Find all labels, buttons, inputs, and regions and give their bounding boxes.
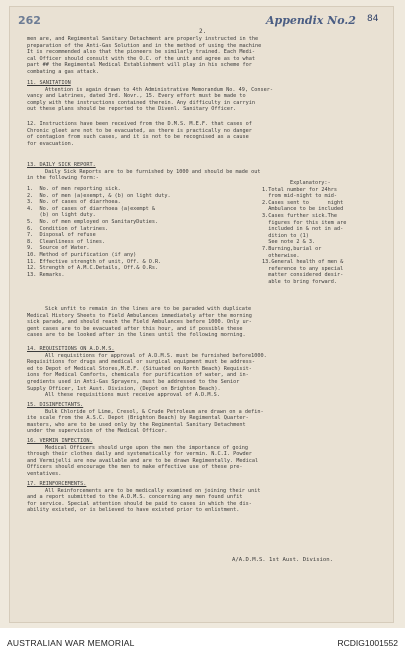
form-item: (b) on light duty. bbox=[27, 212, 96, 219]
page-number: 2. bbox=[199, 28, 207, 35]
section-requisitions bbox=[27, 346, 267, 399]
text-line: ions for Medical Comforts, chemicals for purification of water, and in- bbox=[27, 372, 249, 379]
explanatory-line: dition to (1) bbox=[262, 232, 309, 239]
text-line: preparation of the Anti-Gas Solution and in the method of using the machine bbox=[27, 42, 262, 49]
form-item: 13. Remarks. bbox=[27, 271, 65, 278]
text-line: through their clothes daily and systematically for vermin. N.C.I. Powder bbox=[27, 451, 252, 458]
text-line: Bulk Chloride of Lime, Cresol, & Crude Petroleum are drawn on a defin- bbox=[45, 408, 264, 415]
intro-paragraph bbox=[27, 36, 261, 76]
text-line: Sick unfit to remain in the lines are to be paraded with duplicate bbox=[45, 306, 252, 312]
explanatory-notes bbox=[262, 180, 346, 286]
form-item: 8. Cleanliness of lines. bbox=[27, 238, 106, 245]
text-line: ability existed, or is believed to have existed prior to enlistment. bbox=[27, 507, 240, 514]
section-heading: 11. SANITATION bbox=[27, 80, 71, 86]
folio-number: 84 bbox=[367, 14, 379, 24]
text-line: It is recommended also that the pioneers be similarly trained. Each Medi- bbox=[27, 49, 255, 56]
explanatory-line: figures for this item are bbox=[262, 219, 347, 226]
explanatory-title: Explanatory:- bbox=[290, 180, 331, 186]
text-line: All Reinforcements are to be medically examined on joining their unit bbox=[45, 487, 261, 494]
text-line: out these plans should be reported to the Divenl. Sanitary Officer. bbox=[27, 106, 237, 113]
text-line: Supply Officer, 1st Aust. Division, (Depot on Brighton Beach). bbox=[27, 385, 221, 392]
form-item: 6. Condition of latrines. bbox=[27, 225, 109, 232]
text-line: Daily Sick Reports are to be furnished by 1000 and should be made out bbox=[45, 168, 261, 175]
signature-line: A/A.D.M.S. 1st Aust. Division. bbox=[232, 557, 334, 563]
text-line: for evacuation. bbox=[27, 140, 74, 147]
form-item: 7. Disposal of refuse bbox=[27, 232, 96, 239]
text-line: ed to Depot of Medical Stores,M.E.F. (Situated on North Beach) Requisit- bbox=[27, 365, 252, 372]
form-item: 1. No. of men reporting sick. bbox=[27, 186, 121, 192]
explanatory-line: See note 2 & 3. bbox=[262, 239, 316, 246]
section-heading: 14. REQUISITIONS ON A.D.M.S. bbox=[27, 346, 115, 352]
explanatory-line: matter considered desir- bbox=[262, 272, 344, 279]
explanatory-line: from mid-night to mid- bbox=[262, 193, 337, 200]
text-line: gent cases are to be evacuated after this hour, and if possible these bbox=[27, 325, 243, 332]
text-line: Chronic gleet are not to be evacuated, as there is practically no danger bbox=[27, 127, 252, 134]
text-line: Medical Officers should urge upon the men the importance of going bbox=[45, 444, 249, 451]
section-gleet bbox=[27, 121, 252, 147]
section-disinfectants bbox=[27, 402, 264, 435]
explanatory-line: 2.Cases sent to night bbox=[262, 199, 344, 206]
explanatory-line: 13.General health of men & bbox=[262, 259, 344, 266]
form-items-list bbox=[27, 186, 171, 278]
section-daily-sick-report bbox=[27, 162, 261, 182]
stamp-number: 262 bbox=[18, 14, 41, 27]
text-line: cal Officer should consult with the O.C. of the unit and agree as to what bbox=[27, 55, 255, 62]
form-item: 4. No. of cases of diarrhoea (a)exempt & bbox=[27, 205, 156, 212]
form-item: 2. No. of men (a)exempt, & (b) on light duty. bbox=[27, 192, 171, 199]
explanatory-line: otherwise. bbox=[262, 252, 300, 259]
form-item: 3. No. of cases of diarrhoea. bbox=[27, 199, 121, 206]
section-heading: 15. DISINFECTANTS. bbox=[27, 402, 84, 408]
text-line: ite scale from the A.S.C. Depot (Brighton Beach) by Regimental Quarter- bbox=[27, 415, 249, 422]
text-line: of contagion from such cases, and it is not to be recognised as a cause bbox=[27, 134, 249, 141]
form-item: 5. No. of men employed on SanitaryDuties. bbox=[27, 218, 159, 225]
sick-parade-paragraph bbox=[27, 306, 252, 339]
text-line: Officers should encourage the men to make effective use of these pre- bbox=[27, 464, 243, 471]
section-reinforcements bbox=[27, 481, 261, 514]
text-line: and Vermijelli are now available and are to be drawn Regimentally. Medical bbox=[27, 457, 259, 464]
text-line: for service. Special attention should be paid to cases in which the dis- bbox=[27, 500, 252, 507]
explanatory-line: able to bring forward. bbox=[262, 278, 337, 285]
document-id: RCDIG1001552 bbox=[337, 638, 398, 648]
sick-report-form bbox=[27, 180, 362, 301]
appendix-label: Appendix No.2 bbox=[266, 14, 356, 27]
text-line: cases are to be looked after in the lines until the following morning. bbox=[27, 332, 246, 339]
text-line: in the following form:- bbox=[27, 175, 99, 182]
archive-footer bbox=[0, 628, 405, 654]
text-line: comply with the instructions contained therein. Any difficulty in carryin bbox=[27, 99, 255, 106]
section-heading: 16. VERMIN INFECTION. bbox=[27, 438, 93, 444]
text-line: vancy and Latrines, dated 3rd. Novr., 15. Every effort must be made to bbox=[27, 93, 246, 100]
text-line: masters, who are to be used only by the Regimental Sanitary Detachment bbox=[27, 421, 246, 428]
section-sanitation bbox=[27, 80, 273, 113]
form-item: 11. Effective strength of unit, Off. & O.R. bbox=[27, 258, 162, 265]
text-line: sick parade, and should reach the Field Ambulances before 1000. Only ur- bbox=[27, 319, 252, 326]
text-line: Attention is again drawn to 4th Administrative Memorandum No. 49, Conser- bbox=[45, 86, 273, 93]
text-line: Medical History Sheets to Field Ambulances immediately after the morning bbox=[27, 312, 252, 319]
section-vermin bbox=[27, 438, 258, 478]
text-line: Requisitions for drugs and medical or surgical equipment must be address- bbox=[27, 359, 255, 366]
text-line: combating a gas attack. bbox=[27, 68, 99, 75]
explanatory-line: reference to any special bbox=[262, 265, 344, 272]
text-line: and a report submitted to the A.D.M.S. concerning any men found unfit bbox=[27, 494, 243, 501]
text-line: All requisitions for approval of A.D.M.S. must be furnished before1000. bbox=[45, 352, 267, 359]
text-line: gredients used in Anti-Gas Sprayers, must be addressed to the Senior bbox=[27, 378, 240, 385]
explanatory-line: included in & not in ad- bbox=[262, 226, 344, 233]
text-line: ventatives. bbox=[27, 470, 62, 477]
form-item: 9. Source of Water. bbox=[27, 245, 90, 252]
text-line: 12. Instructions have been received from the D.M.S. M.E.F. that cases of bbox=[27, 121, 252, 127]
form-item: 10. Method of purification (if any) bbox=[27, 251, 137, 258]
text-line: men are, and Regimental Sanitary Detachment are properly instructed in the bbox=[27, 36, 259, 42]
section-heading: 17. REINFORCEMENTS. bbox=[27, 481, 87, 487]
explanatory-line: 3.Cases further sick.The bbox=[262, 212, 337, 219]
explanatory-line: 1.Total number for 24hrs bbox=[262, 186, 337, 193]
archive-name: AUSTRALIAN WAR MEMORIAL bbox=[7, 638, 135, 648]
text-line: under the supervision of the Medical Officer. bbox=[27, 428, 168, 435]
form-item: 12. Strength of A.M.C.Details, Off.& O.Rs. bbox=[27, 265, 159, 272]
section-heading: 13. DAILY SICK REPORT. bbox=[27, 162, 96, 168]
text-line: part ## the Regimental Medical Establishment will play in his scheme for bbox=[27, 62, 252, 69]
explanatory-line: 7.Burning,burial or bbox=[262, 245, 322, 252]
explanatory-line: Ambulance to be included bbox=[262, 206, 344, 213]
text-line: All these requisitions must receive approval of A.D.M.S. bbox=[45, 392, 220, 399]
